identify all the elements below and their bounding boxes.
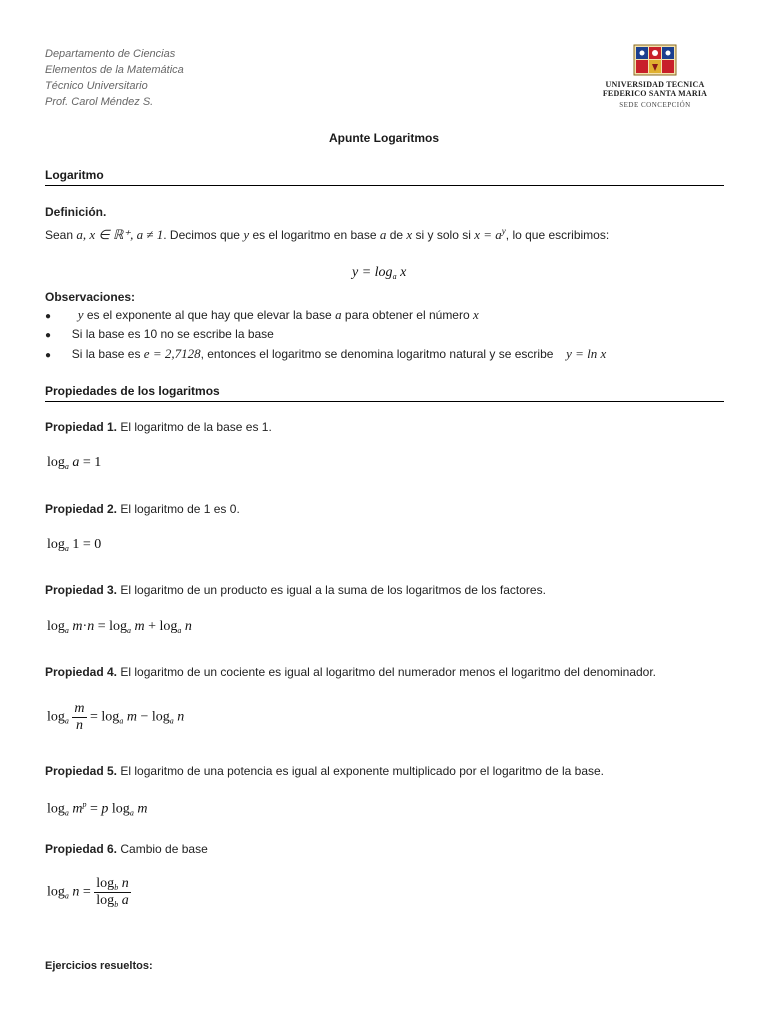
section-heading-logaritmo: Logaritmo — [45, 168, 104, 182]
section-divider — [45, 401, 724, 402]
def-condition: a, x ∈ ℝ⁺, a ≠ 1 — [76, 227, 164, 242]
def-text-2: es el logaritmo en base — [252, 228, 377, 242]
property-6 — [45, 842, 208, 856]
obs1-a: a — [335, 307, 342, 322]
section-heading-propiedades: Propiedades de los logaritmos — [45, 384, 220, 398]
property-3 — [45, 583, 546, 597]
property-text: El logaritmo de la base es 1. — [120, 420, 272, 434]
department-text: Departamento de Ciencias — [45, 48, 176, 60]
property-3-formula: $\log_a m\cdot n = \log_a m + \log_a n$ — [47, 619, 192, 635]
definition-text — [45, 226, 609, 243]
professor-text: Prof. Carol Méndez S. — [45, 96, 154, 108]
main-formula-base: a — [392, 272, 397, 281]
university-name-line2: FEDERICO SANTA MARIA — [602, 89, 708, 98]
def-sean: Sean — [45, 228, 74, 242]
obs1-y: y — [77, 307, 84, 322]
university-name-line1: UNIVERSIDAD TECNICA — [605, 80, 705, 89]
property-text: El logaritmo de una potencia es igual al exponente multiplicado por el logaritmo de la base. — [120, 764, 605, 778]
observations-label: Observaciones: — [45, 290, 136, 304]
obs3-text-2: , entonces el logaritmo se denomina logaritmo natural y se escribe — [200, 347, 554, 361]
bullet-icon: ● — [45, 350, 52, 361]
observation-item-3 — [45, 346, 606, 362]
bullet-icon: ● — [45, 311, 52, 322]
campus-name: SEDE CONCEPCIÓN — [619, 101, 691, 109]
property-2-formula: $\log_a 1 = 0$ — [47, 537, 102, 553]
crest-icon — [633, 44, 677, 76]
property-label: Propiedad 1. — [45, 420, 118, 434]
def-a: a — [379, 227, 387, 242]
property-label: Propiedad 3. — [45, 583, 118, 597]
page-title: Apunte Logaritmos — [329, 131, 439, 145]
property-text: El logaritmo de un producto es igual a la suma de los logaritmos de los factores. — [120, 583, 546, 597]
def-text-5: , lo que escribimos: — [505, 228, 610, 242]
def-y: y — [243, 227, 250, 242]
property-label: Propiedad 4. — [45, 665, 118, 679]
def-exponent: y — [501, 226, 506, 236]
observation-item-2 — [45, 327, 274, 341]
property-6-formula: $\log_a n$ = $\frac{\log_b n}{\log_b a}$ — [47, 876, 129, 909]
def-text-3: de — [389, 228, 404, 242]
property-5 — [45, 764, 604, 778]
property-text: Cambio de base — [120, 842, 208, 856]
bullet-icon: ● — [45, 330, 52, 341]
obs3-e: e = 2,7128 — [143, 346, 201, 361]
obs3-formula: y = ln x — [566, 346, 607, 361]
section-divider — [45, 185, 724, 186]
property-4-formula: $\log_a$ $\frac{m}{n}$ = $\log_a m - \log_a n$ — [47, 701, 185, 733]
property-4 — [45, 665, 656, 679]
property-label: Propiedad 6. — [45, 842, 118, 856]
header-info — [45, 46, 184, 110]
property-5-formula: $\log_a m^p = p$ $\log_a m$ — [47, 800, 148, 818]
main-formula-arg: x — [400, 265, 407, 280]
obs1-text: es el exponente al que hay que elevar la base — [86, 308, 332, 322]
def-x: x — [406, 227, 413, 242]
definition-label: Definición. — [45, 205, 107, 219]
def-text-4: si y solo si — [415, 228, 471, 242]
program-text: Técnico Universitario — [45, 80, 148, 92]
course-text: Elementos de la Matemática — [45, 64, 184, 76]
property-1-formula: $\log_a a = 1$ — [47, 455, 102, 471]
property-2 — [45, 502, 240, 516]
exercises-heading: Ejercicios resueltos: — [45, 960, 153, 972]
property-label: Propiedad 2. — [45, 502, 118, 516]
obs1-text-2: para obtener el número — [344, 308, 470, 322]
property-text: El logaritmo de un cociente es igual al logaritmo del numerador menos el logaritmo del denominador. — [120, 665, 657, 679]
property-text: El logaritmo de 1 es 0. — [120, 502, 240, 516]
property-label: Propiedad 5. — [45, 764, 118, 778]
obs1-x: x — [473, 307, 479, 322]
main-formula — [352, 265, 406, 281]
def-text-1: . Decimos que — [163, 228, 240, 242]
university-logo — [600, 44, 710, 109]
main-formula-lhs: y = log — [352, 265, 393, 280]
obs3-text: Si la base es — [71, 347, 141, 361]
property-1 — [45, 420, 272, 434]
obs2-text: Si la base es 10 no se escribe la base — [71, 327, 274, 341]
def-equation: x = a — [474, 227, 502, 242]
observation-item-1 — [45, 307, 479, 323]
